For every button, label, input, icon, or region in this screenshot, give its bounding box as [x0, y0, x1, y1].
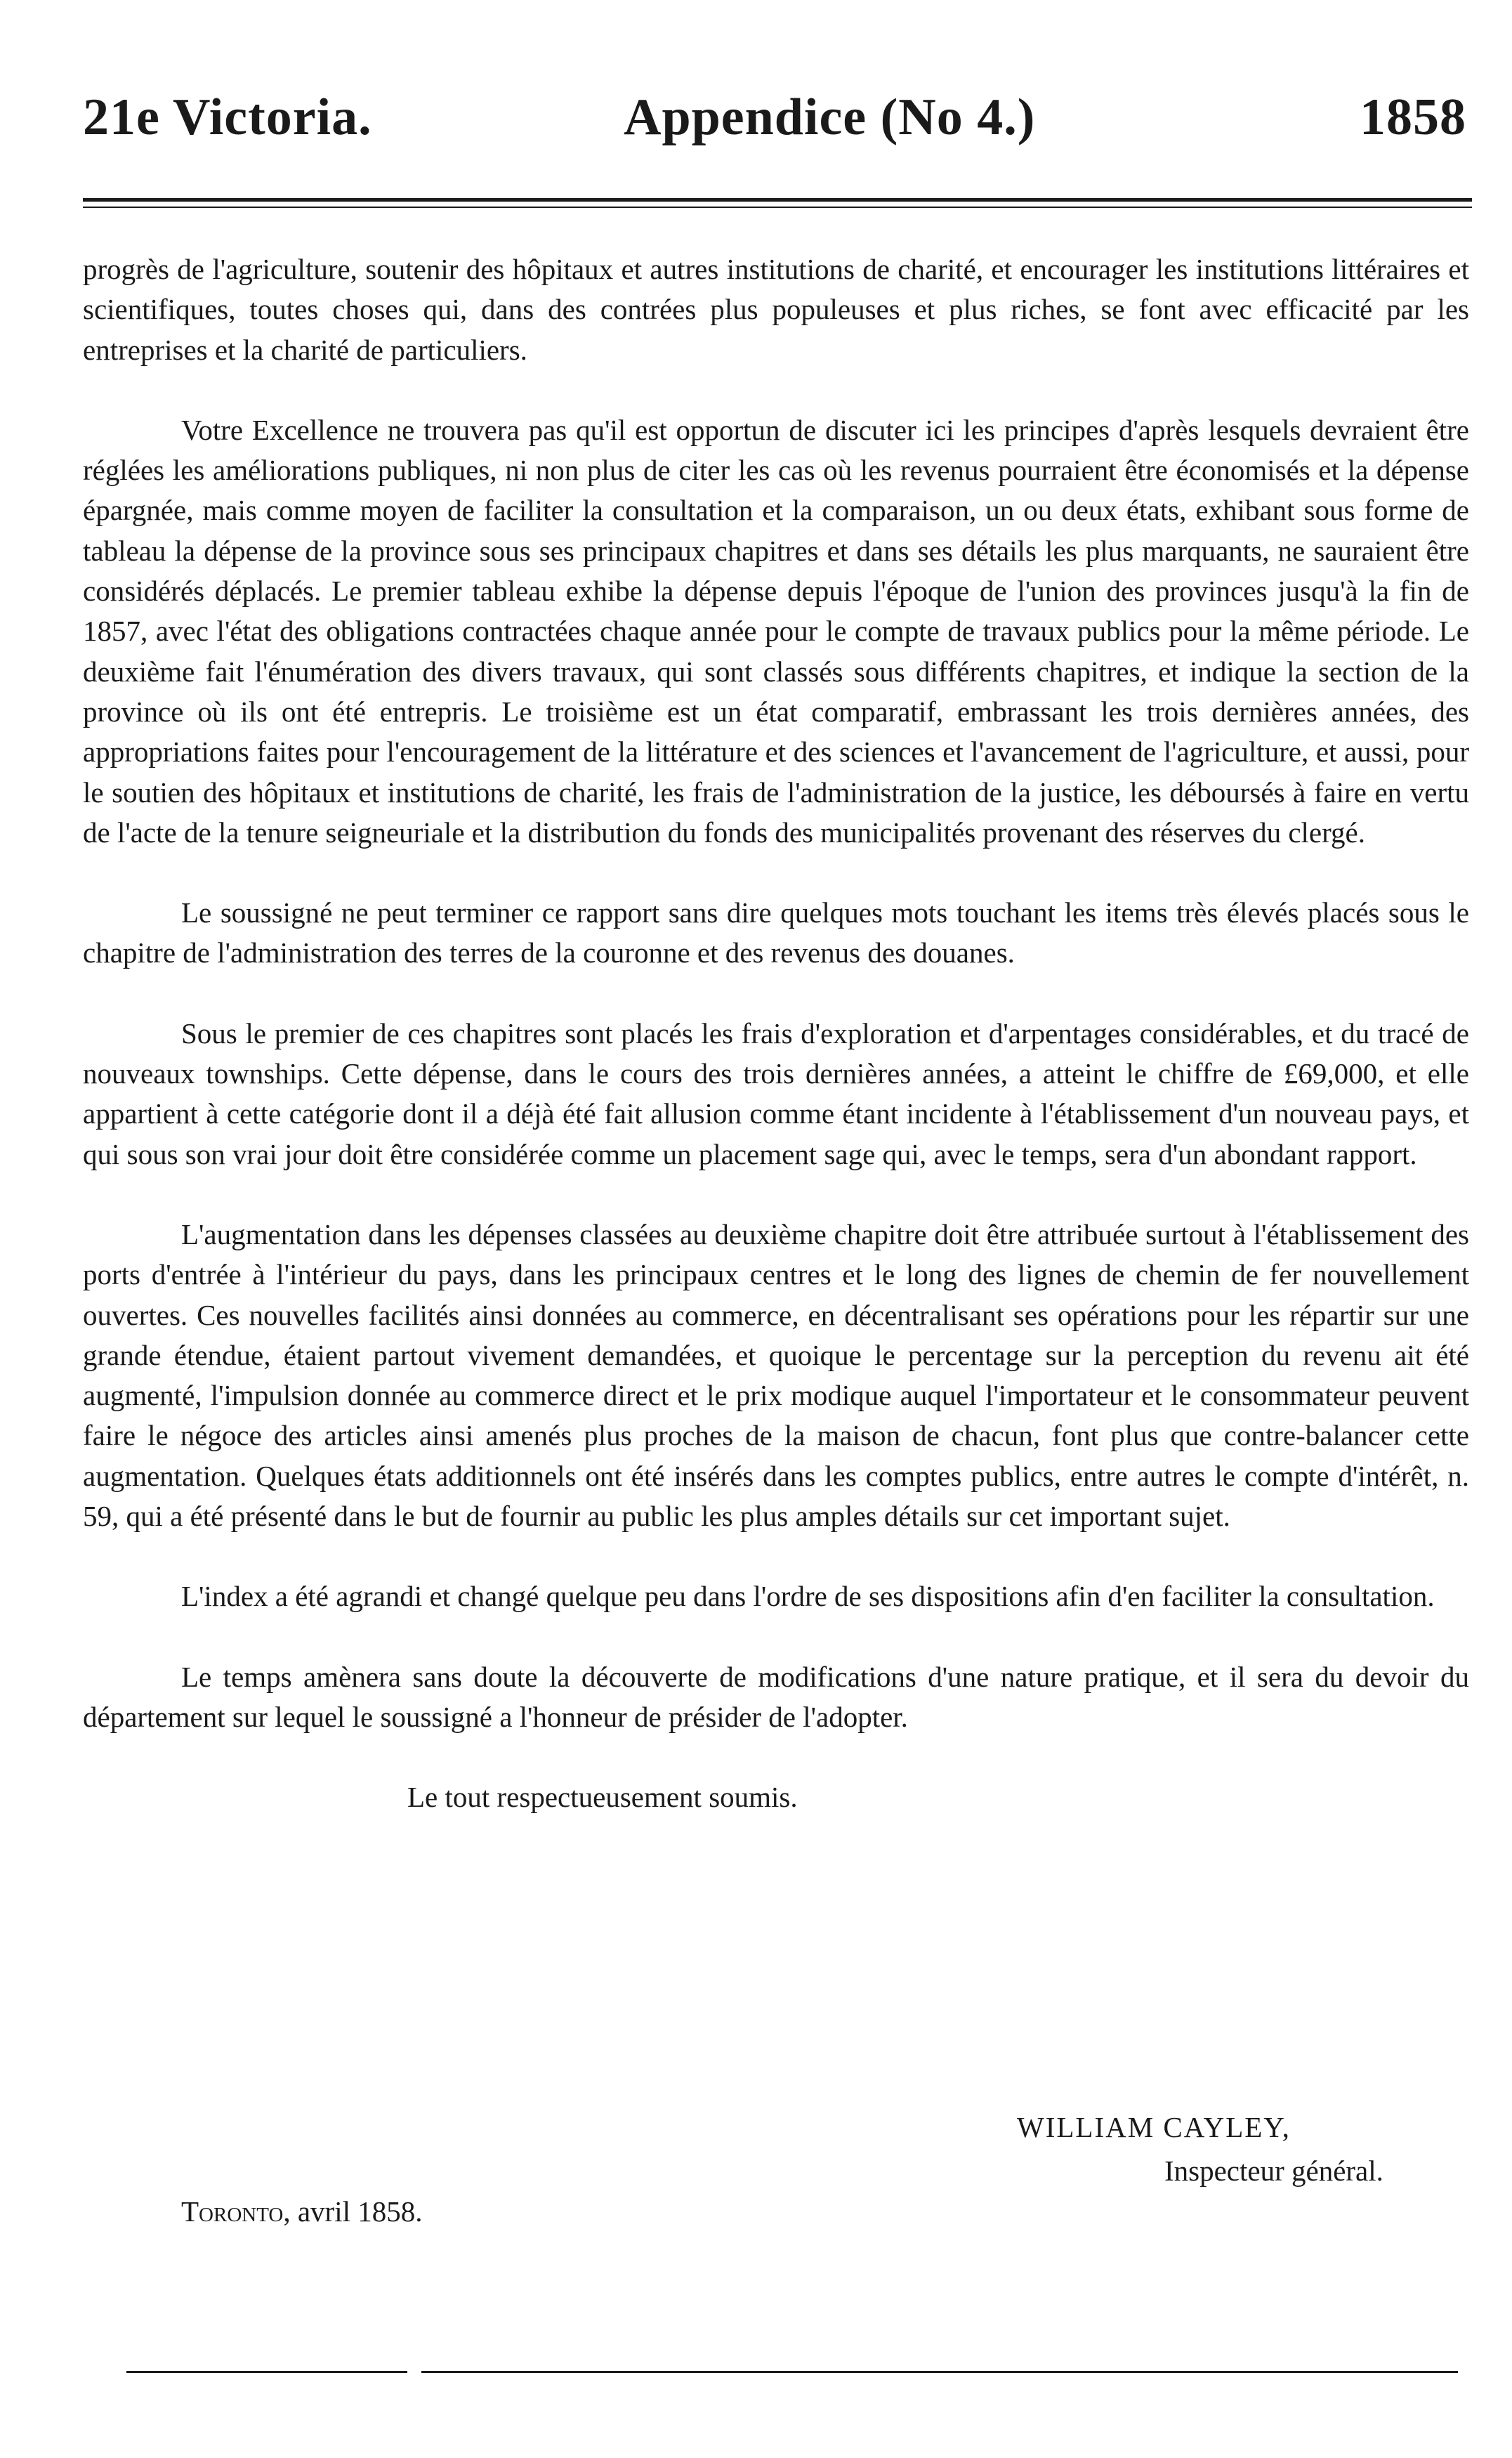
signatory-name: WILLIAM CAYLEY,: [1017, 2111, 1291, 2143]
paragraph-modifications: Le temps amènera sans doute la découverte de modifications d'une nature pratique, et il sera du devoir du département sur lequel le soussigné a l'honneur de présider de l'adopter.: [83, 1660, 1469, 1733]
closing-line: Le tout respectueusement soumis.: [407, 1781, 798, 1814]
header-appendix-title: Appendice (No 4.): [624, 89, 1036, 146]
footer-rule-left: [126, 2371, 407, 2373]
paragraph-continuation: progrès de l'agriculture, soutenir des hôpitaux et autres institutions de charité, et encourager les institutions littéraires et scientifiques, toutes choses qui, dans des contrées plus populeuses et plus riches, se font avec efficacité par les entreprises et la charité de particuliers.: [83, 253, 1469, 366]
signatory-title: Inspecteur général.: [1164, 2155, 1383, 2187]
header-regnal-year: 21e Victoria.: [83, 89, 372, 146]
paragraph-tables-description: Votre Excellence ne trouvera pas qu'il est opportun de discuter ici les principes d'après lesquels devraient être réglées les améliorations publiques, ni non plus de citer les cas où les revenus pourraient être économisés et la dépense épargnée, mais comme moyen de faciliter la consultation et la comparaison, un ou deux états, exhibant sous forme de tableau la dépense de la province sous ses principaux chapitres et dans ses détails les plus marquants, ne sauraient être considérés déplacés. Le premier tableau exhibe la dépense depuis l'époque de l'union des provinces jusqu'à la fin de 1857, avec l'état des obligations contractées chaque année pour le compte de travaux publics pour la même période. Le deuxième fait l'énumération des divers travaux, qui sont classés sous différents chapitres, et indique la section de la province où ils ont été entrepris. Le troisième est un état comparatif, embrassant les trois dernières années, des appropriations faites pour l'encouragement de la littérature et des sciences et l'avancement de l'agriculture, et aussi, pour le soutien des hôpitaux et institutions de charité, les frais de l'administration de la justice, les déboursés à faire en vertu de l'acte de la tenure seigneuriale et la distribution du fonds des municipalités provenant des réserves du clergé.: [83, 413, 1469, 849]
paragraph-crown-lands-customs: Le soussigné ne peut terminer ce rapport sans dire quelques mots touchant les items très élevés placés sous le chapitre de l'administration des terres de la couronne et des revenus des douanes.: [83, 896, 1469, 969]
paragraph-exploration-costs: Sous le premier de ces chapitres sont placés les frais d'exploration et d'arpentages considérables, et du tracé de nouveaux townships. Cette dépense, dans le cours des trois dernières années, a atteint le chiffre de £69,000, et elle appartient à cette catégorie dont il a déjà été fait allusion comme étant incidente à l'établissement d'un nouveau pays, et qui sous son vrai jour doit être considérée comme un placement sage qui, avec le temps, sera d'un abondant rapport.: [83, 1016, 1469, 1170]
place-city: Toronto,: [181, 2195, 291, 2228]
place-date: avril 1858.: [290, 2195, 423, 2228]
header-year: 1858: [1360, 89, 1466, 146]
paragraph-customs-increase: L'augmentation dans les dépenses classées au deuxième chapitre doit être attribuée surtout à l'établissement des ports d'entrée à l'intérieur du pays, dans les principaux centres et le long des lignes de chemin de fer nouvellement ouvertes. Ces nouvelles facilités ainsi données au commerce, en décentralisant ses opérations pour les répartir sur une grande étendue, étaient partout vivement demandées, et quoique le percentage sur la perception du revenu ait été augmenté, l'impulsion donnée au commerce direct et le prix modique auquel l'importateur et le consommateur peuvent faire le négoce des articles ainsi amenés plus proches de la maison de chacun, font plus que contre-balancer cette augmentation. Quelques états additionnels ont été insérés dans les comptes publics, entre autres le compte d'intérêt, n. 59, qui a été présenté dans le but de fournir au public les plus amples détails sur cet important sujet.: [83, 1217, 1469, 1533]
place-and-date: [181, 2192, 423, 2232]
paragraph-index: L'index a été agrandi et changé quelque peu dans l'ordre de ses dispositions afin d'en faciliter la consultation.: [181, 1580, 1435, 1613]
footer-rule-right: [421, 2371, 1458, 2373]
report-body: [83, 249, 1469, 1869]
header-double-rule: [83, 198, 1472, 208]
page-header: [83, 88, 1473, 151]
